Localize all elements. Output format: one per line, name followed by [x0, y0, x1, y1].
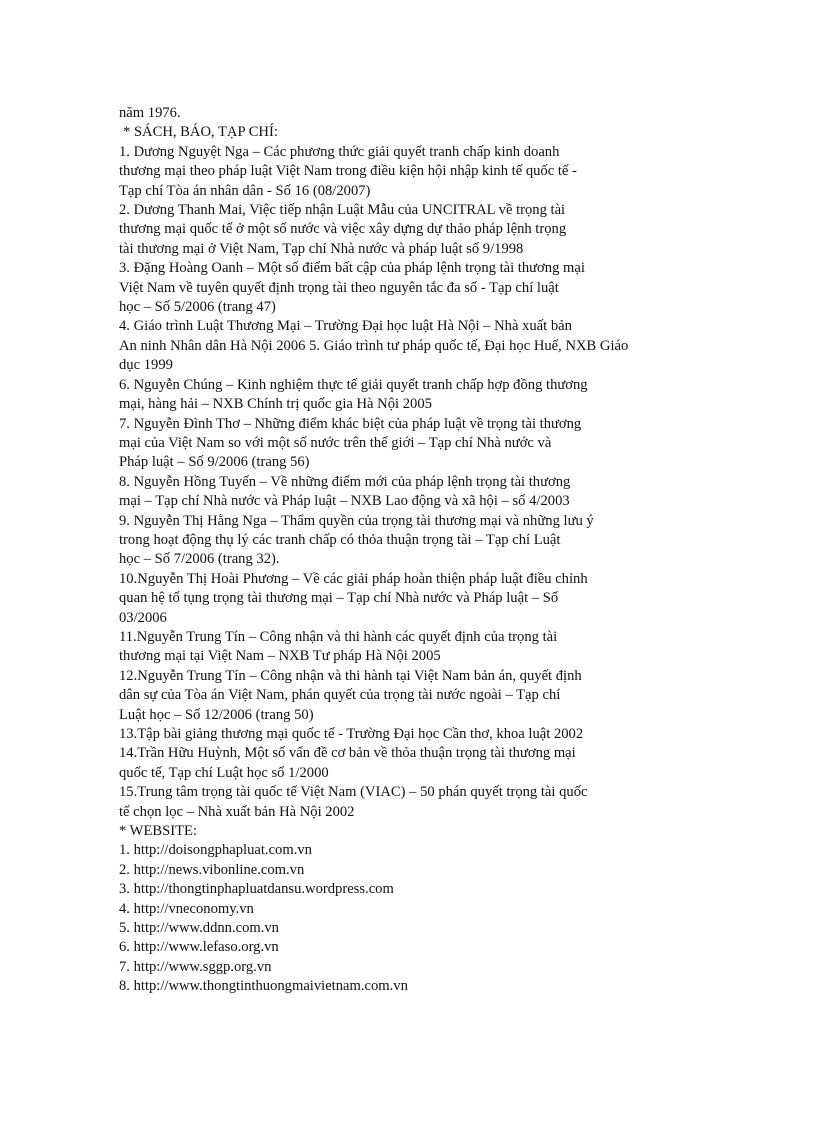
reference-line: Luật học – Số 12/2006 (trang 50) — [119, 706, 314, 723]
reference-item — [119, 725, 689, 744]
reference-line: 9. Nguyễn Thị Hằng Nga – Thẩm quyền của trọng tài thương mại và những lưu ý — [119, 512, 594, 529]
website-link: 5. http://www.ddnn.com.vn — [119, 920, 279, 937]
references-list — [119, 143, 689, 822]
reference-line: Pháp luật – Số 9/2006 (trang 56) — [119, 454, 310, 471]
reference-line: 4. Giáo trình Luật Thương Mại – Trường Đại học luật Hà Nội – Nhà xuất bản — [119, 318, 572, 335]
reference-line: dân sự của Tòa án Việt Nam, phán quyết của trọng tài nước ngoài – Tạp chí — [119, 687, 561, 704]
website-link: 4. http://vneconomy.vn — [119, 900, 254, 917]
website-list — [119, 841, 689, 996]
document-body — [119, 104, 689, 997]
reference-line: mại – Tạp chí Nhà nước và Pháp luật – NXB Lao động và xã hội – số 4/2003 — [119, 493, 570, 510]
reference-line: 1. Dương Nguyệt Nga – Các phương thức giải quyết tranh chấp kinh doanh — [119, 143, 560, 160]
reference-line: học – Số 7/2006 (trang 32). — [119, 551, 280, 568]
reference-line: quan hệ tố tụng trọng tài thương mại – Tạp chí Nhà nước và Pháp luật – Số — [119, 590, 559, 607]
reference-line: tế chọn lọc – Nhà xuất bản Hà Nội 2002 — [119, 803, 355, 820]
reference-line: quốc tế, Tạp chí Luật học số 1/2000 — [119, 764, 329, 781]
reference-line: 14.Trần Hữu Huỳnh, Một số vấn đề cơ bản về thỏa thuận trọng tài thương mại — [119, 745, 576, 762]
reference-line: 6. Nguyễn Chúng – Kinh nghiệm thực tế giải quyết tranh chấp hợp đồng thương — [119, 376, 588, 393]
books-heading: * SÁCH, BÁO, TẠP CHÍ: — [123, 124, 278, 141]
reference-line: Tạp chí Tòa án nhân dân - Số 16 (08/2007) — [119, 182, 371, 199]
reference-item — [119, 201, 689, 259]
reference-item — [119, 512, 689, 570]
reference-line: Việt Nam về tuyên quyết định trọng tài theo nguyên tắc đa số - Tạp chí luật — [119, 279, 559, 296]
reference-line: thương mại theo pháp luật Việt Nam trong điều kiện hội nhập kinh tế quốc tế - — [119, 163, 577, 180]
reference-item — [119, 628, 689, 667]
reference-item — [119, 317, 689, 375]
reference-line: mại của Việt Nam so với một số nước trên thế giới – Tạp chí Nhà nước và — [119, 434, 552, 451]
reference-item — [119, 570, 689, 628]
reference-line: An ninh Nhân dân Hà Nội 2006 5. Giáo trình tư pháp quốc tế, Đại học Huế, NXB Giáo — [119, 337, 629, 354]
reference-line: thương mại tại Việt Nam – NXB Tư pháp Hà Nội 2005 — [119, 648, 441, 665]
website-link: 7. http://www.sggp.org.vn — [119, 958, 272, 975]
website-link: 3. http://thongtinphapluatdansu.wordpress.com — [119, 881, 394, 898]
reference-line: trong hoạt động thụ lý các tranh chấp có thỏa thuận trọng tài – Tạp chí Luật — [119, 531, 561, 548]
reference-line: 8. Nguyễn Hồng Tuyến – Về những điểm mới của pháp lệnh trọng tài thương — [119, 473, 571, 490]
reference-item — [119, 376, 689, 415]
website-link: 2. http://news.vibonline.com.vn — [119, 861, 305, 878]
reference-line: tài thương mại ở Việt Nam, Tạp chí Nhà nước và pháp luật số 9/1998 — [119, 240, 524, 257]
reference-item — [119, 415, 689, 473]
reference-line: 13.Tập bài giảng thương mại quốc tế - Trường Đại học Cần thơ, khoa luật 2002 — [119, 726, 584, 742]
reference-line: học – Số 5/2006 (trang 47) — [119, 299, 276, 316]
reference-line: 03/2006 — [119, 609, 167, 626]
reference-line: 12.Nguyễn Trung Tín – Công nhận và thi hành tại Việt Nam bản án, quyết định — [119, 667, 582, 684]
reference-item — [119, 143, 689, 201]
reference-item — [119, 783, 689, 822]
reference-line: dục 1999 — [119, 357, 173, 374]
intro-line: năm 1976. — [119, 105, 181, 121]
reference-line: 2. Dương Thanh Mai, Việc tiếp nhận Luật Mẫu của UNCITRAL về trọng tài — [119, 202, 566, 219]
reference-line: mại, hàng hải – NXB Chính trị quốc gia Hà Nội 2005 — [119, 396, 432, 413]
reference-line: 10.Nguyễn Thị Hoài Phương – Về các giải pháp hoàn thiện pháp luật điều chỉnh — [119, 570, 588, 587]
reference-item — [119, 259, 689, 317]
reference-item — [119, 667, 689, 725]
website-link: 1. http://doisongphapluat.com.vn — [119, 842, 312, 859]
website-heading: * WEBSITE: — [119, 823, 197, 840]
reference-item — [119, 744, 689, 783]
reference-line: 3. Đặng Hoàng Oanh – Một số điểm bất cập của pháp lệnh trọng tài thương mại — [119, 260, 585, 277]
reference-line: thương mại quốc tế ở một số nước và việc xây dựng dự thảo pháp lệnh trọng — [119, 221, 567, 238]
reference-line: 7. Nguyễn Đình Thơ – Những điểm khác biệt của pháp luật về trọng tài thương — [119, 415, 582, 432]
reference-line: 11.Nguyễn Trung Tín – Công nhận và thi hành các quyết định của trọng tài — [119, 628, 558, 645]
reference-line: 15.Trung tâm trọng tài quốc tế Việt Nam (VIAC) – 50 phán quyết trọng tài quốc — [119, 784, 588, 801]
reference-item — [119, 473, 689, 512]
website-link: 6. http://www.lefaso.org.vn — [119, 939, 279, 956]
website-link: 8. http://www.thongtinthuongmaivietnam.com.vn — [119, 978, 408, 995]
